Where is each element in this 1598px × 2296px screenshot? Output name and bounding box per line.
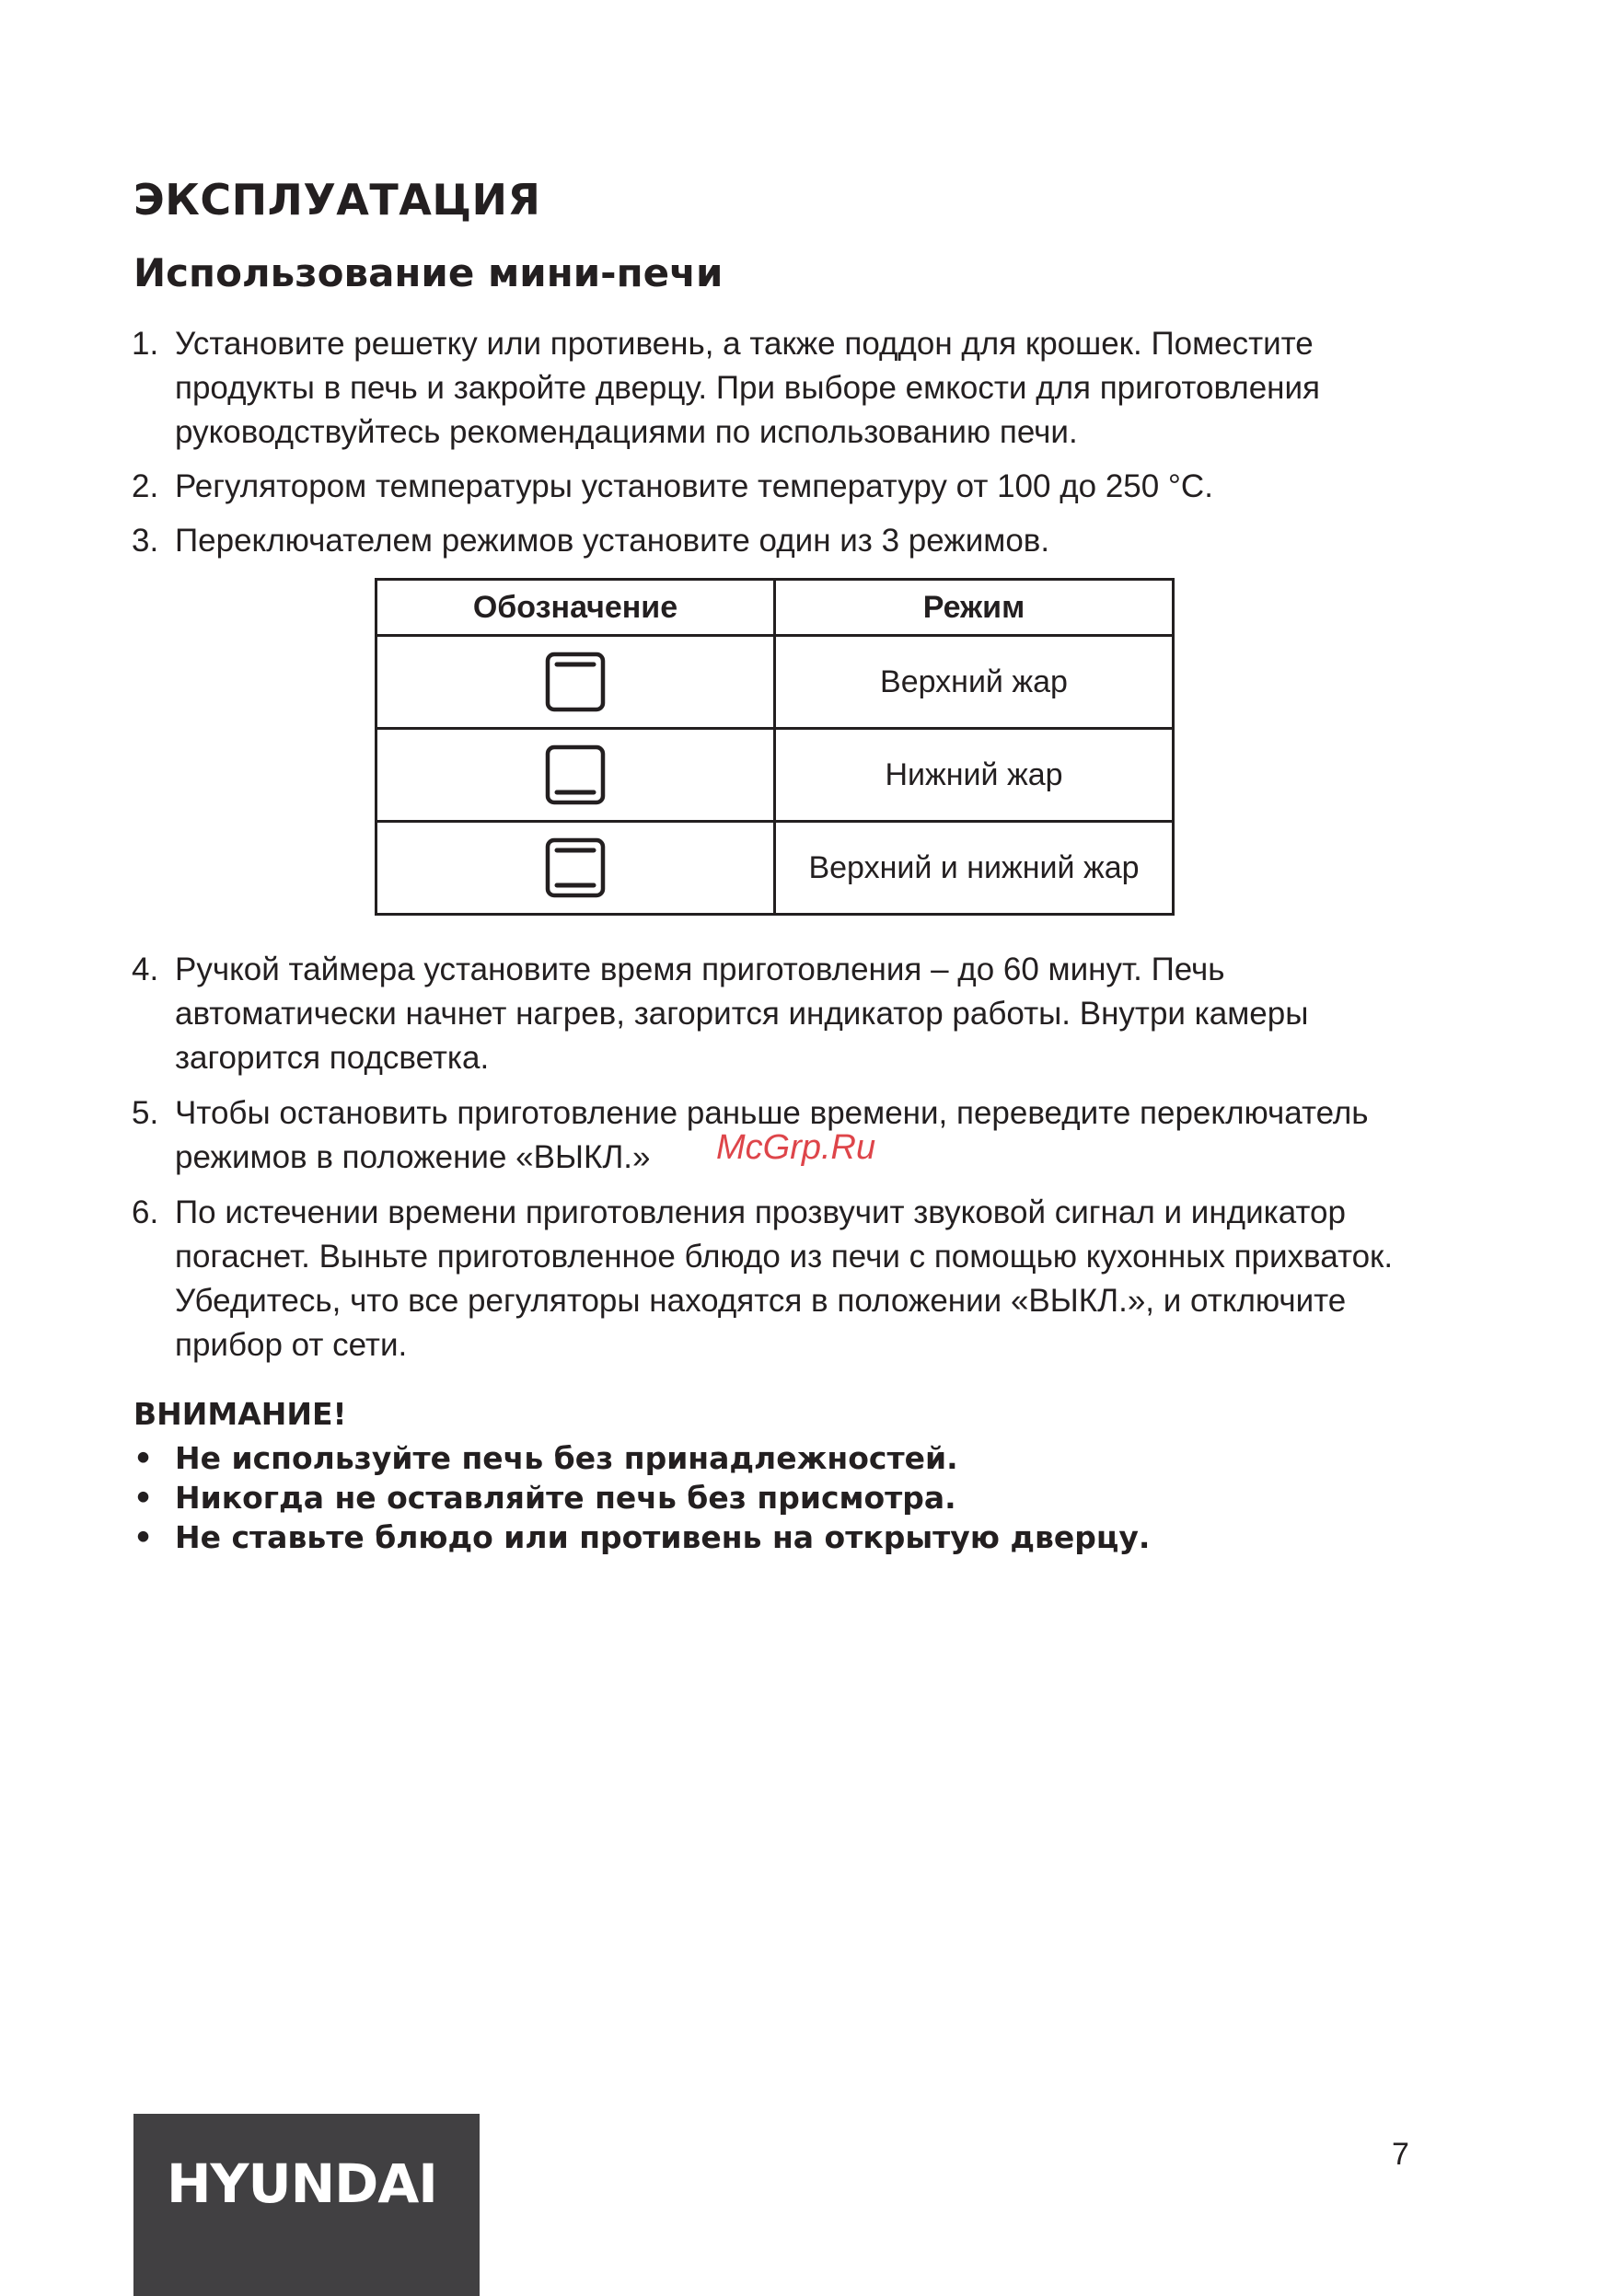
- column-header-mode: Режим: [775, 580, 1174, 636]
- list-item: [0, 1091, 1427, 1180]
- warning-text: Никогда не оставляйте печь без присмотра.: [175, 1480, 956, 1516]
- mode-cell: Верхний жар: [775, 636, 1174, 729]
- table-header-row: [376, 580, 1174, 636]
- step-number: 3.: [132, 523, 159, 559]
- column-header-symbol: Обозначение: [376, 580, 775, 636]
- warning-text: Не используйте печь без принадлежностей.: [175, 1440, 958, 1476]
- section-title: ЭКСПЛУАТАЦИЯ: [133, 175, 541, 225]
- step-number: 6.: [132, 1194, 159, 1230]
- list-item: [133, 1478, 1422, 1517]
- step-text: Чтобы остановить приготовление раньше времени, переведите переключатель режимов в положение «ВЫКЛ.»: [175, 1095, 1369, 1175]
- step-number: 4.: [132, 952, 159, 987]
- step-text: Установите решетку или противень, а также поддон для крошек. Поместите продукты в печь и закройте дверцу. При выборе емкости для приготовления руководствуйтесь рекомендациями по использованию печи.: [175, 326, 1320, 450]
- step-number: 1.: [132, 326, 159, 362]
- warning-title: ВНИМАНИЕ!: [133, 1396, 347, 1432]
- bullet: •: [133, 1519, 154, 1555]
- brand-logo: [133, 2114, 480, 2296]
- step-number: 5.: [132, 1095, 159, 1131]
- symbol-cell: [376, 822, 775, 915]
- list-item: [0, 1191, 1427, 1367]
- list-item: [133, 1517, 1422, 1557]
- list-item: [0, 519, 1427, 563]
- mode-cell: Верхний и нижний жар: [775, 822, 1174, 915]
- top-bottom-heat-icon: [545, 837, 606, 898]
- list-item: [0, 948, 1427, 1080]
- step-text: Ручкой таймера установите время приготовления – до 60 минут. Печь автоматически начнет нагрев, загорится индикатор работы. Внутри камеры загорится подсветка.: [175, 952, 1309, 1076]
- bottom-heat-icon: [545, 744, 606, 805]
- table-row: [376, 822, 1174, 915]
- step-text: По истечении времени приготовления прозвучит звуковой сигнал и индикатор погаснет. Выньте приготовленное блюдо из печи с помощью кухонных прихваток. Убедитесь, что все регуляторы находятся в положении «ВЫКЛ.», и отключите прибор от сети.: [175, 1194, 1394, 1363]
- warning-block: [133, 1394, 1422, 1557]
- symbol-cell: [376, 636, 775, 729]
- table-row: [376, 636, 1174, 729]
- symbol-cell: [376, 729, 775, 822]
- steps-list-first: [0, 322, 1598, 573]
- mode-cell: Нижний жар: [775, 729, 1174, 822]
- warning-text: Не ставьте блюдо или противень на открытую дверцу.: [175, 1519, 1151, 1555]
- list-item: [133, 1438, 1422, 1478]
- list-item: [0, 322, 1427, 455]
- step-text: Переключателем режимов установите один из 3 режимов.: [175, 523, 1050, 559]
- brand-name: HYUNDAI: [167, 2152, 437, 2215]
- bullet: •: [133, 1440, 154, 1476]
- page-number: 7: [1392, 2137, 1409, 2172]
- bullet: •: [133, 1480, 154, 1516]
- step-text: Регулятором температуры установите температуру от 100 до 250 °С.: [175, 468, 1213, 504]
- step-number: 2.: [132, 468, 159, 504]
- subsection-title: Использование мини-печи: [133, 250, 724, 295]
- top-heat-icon: [545, 652, 606, 712]
- table-row: [376, 729, 1174, 822]
- list-item: [0, 465, 1427, 509]
- watermark: McGrp.Ru: [716, 1128, 876, 1167]
- mode-table: [375, 578, 1175, 916]
